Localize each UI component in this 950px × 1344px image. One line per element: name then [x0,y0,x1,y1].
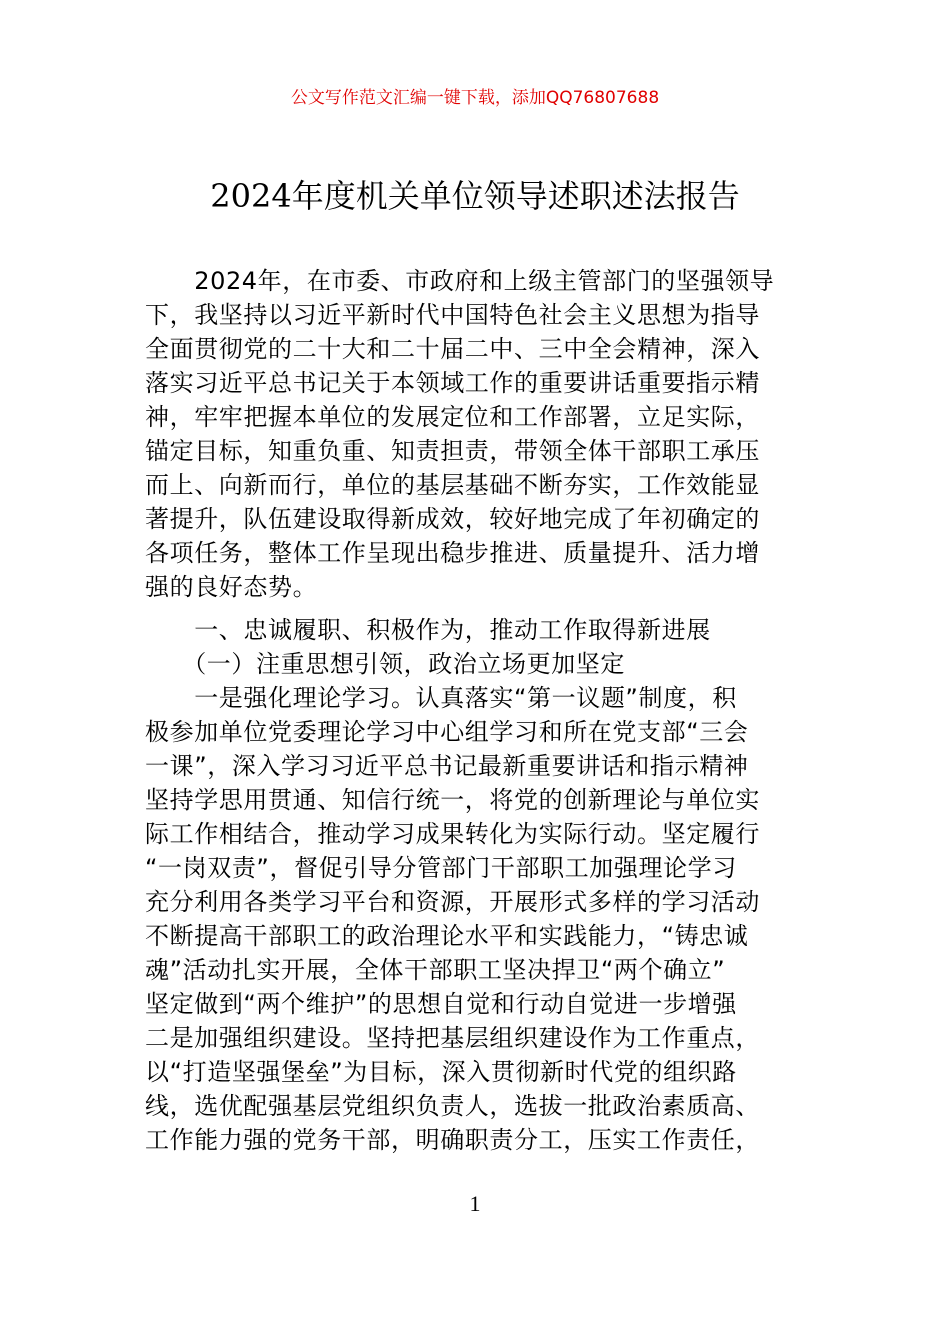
body-line: 锚定目标，知重负重、知责担责，带领全体干部职工承压 [145,437,760,465]
body-line: 极参加单位党委理论学习中心组学习和所在党支部“三会 [145,718,749,746]
body-line: 工作能力强的党务干部，明确职责分工，压实工作责任， [145,1126,760,1154]
body-line: 全面贯彻党的二十大和二十届二中、三中全会精神，深入 [145,335,760,363]
body-line: 各项任务，整体工作呈现出稳步推进、质量提升、活力增 [145,539,760,567]
body-line: 下，我坚持以习近平新时代中国特色社会主义思想为指导 [145,301,760,329]
document-title: 2024年度机关单位领导述职述法报告 [210,177,740,215]
page-number: 1 [469,1191,481,1216]
body-line: 坚持学思用贯通、知信行统一，将党的创新理论与单位实 [145,786,760,814]
body-line: 以“打造坚强堡垒”为目标，深入贯彻新时代党的组织路 [145,1058,737,1086]
body-line: “一岗双责”，督促引导分管部门干部职工加强理论学习 [145,854,737,882]
body-line: 坚定做到“两个维护”的思想自觉和行动自觉进一步增强 [145,990,737,1018]
body-line: 著提升，队伍建设取得新成效，较好地完成了年初确定的 [145,505,760,533]
body-line: 不断提高干部职工的政治理论水平和实践能力，“铸忠诚 [145,922,749,950]
body-line: 际工作相结合，推动学习成果转化为实际行动。坚定履行 [145,820,760,848]
body-line: 二是加强组织建设。坚持把基层组织建设作为工作重点， [145,1024,760,1052]
body-line: 强的良好态势。 [145,573,318,601]
subsection-heading: （一）注重思想引领，政治立场更加坚定 [145,650,625,678]
download-watermark: 公文写作范文汇编一键下载，添加QQ76807688 [290,88,660,108]
body-line: 充分利用各类学习平台和资源，开展形式多样的学习活动 [145,888,760,916]
body-line: 2024年，在市委、市政府和上级主管部门的坚强领导 [145,267,775,295]
body-line: 一课”，深入学习习近平总书记最新重要讲话和指示精神 [145,752,749,780]
body-line: 一是强化理论学习。认真落实“第一议题”制度，积 [145,684,737,712]
body-line: 落实习近平总书记关于本领域工作的重要讲话重要指示精 [145,369,760,397]
body-line: 而上、向新而行，单位的基层基础不断夯实，工作效能显 [145,471,760,499]
section-heading: 一、忠诚履职、积极作为，推动工作取得新进展 [145,616,711,644]
body-line: 神，牢牢把握本单位的发展定位和工作部署，立足实际， [145,403,760,431]
body-line: 线，选优配强基层党组织负责人，选拔一批政治素质高、 [145,1092,760,1120]
body-line: 魂”活动扎实开展，全体干部职工坚决捍卫“两个确立” [145,956,726,984]
